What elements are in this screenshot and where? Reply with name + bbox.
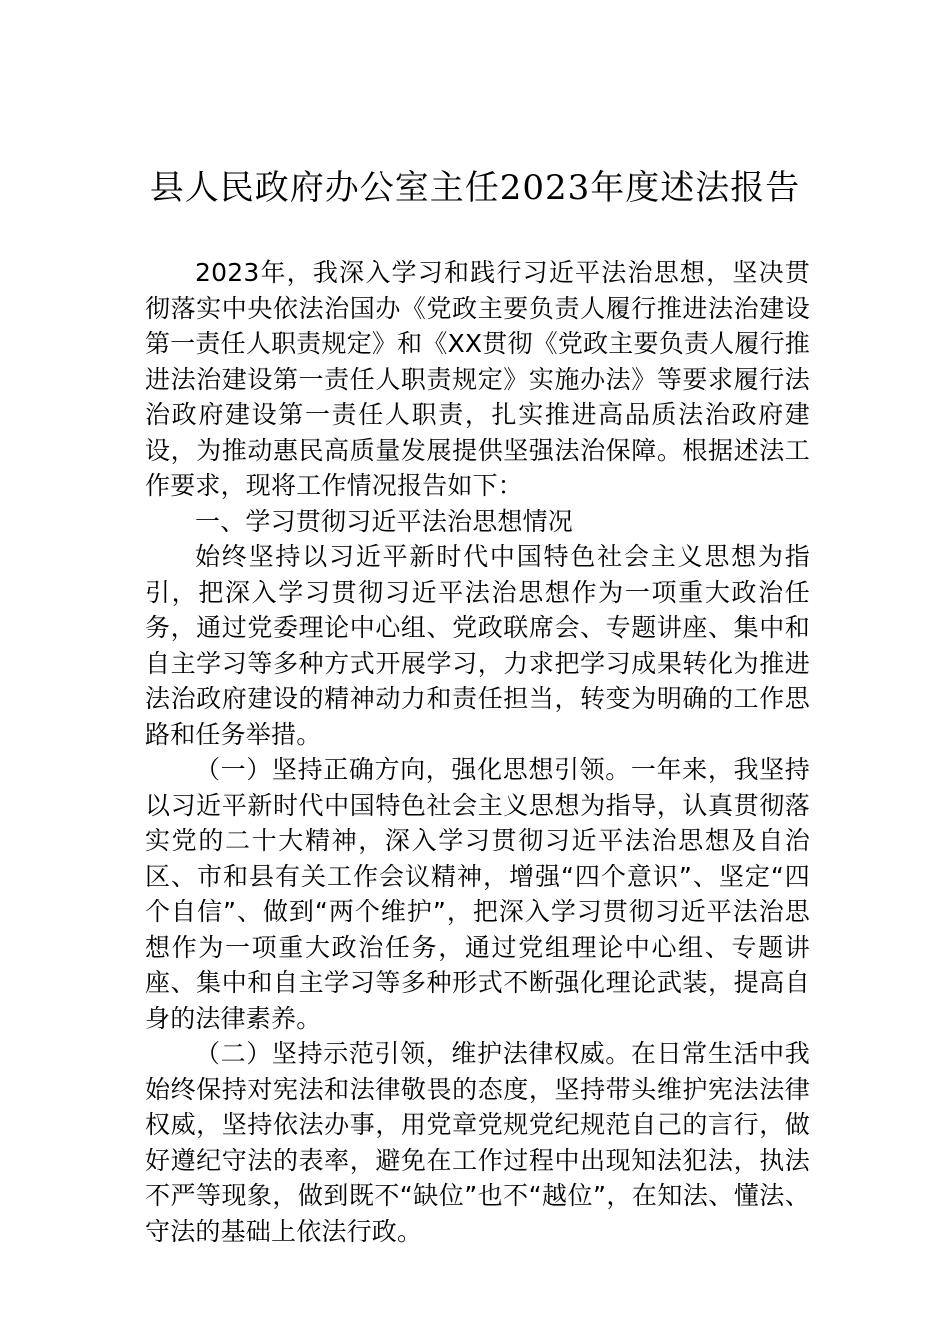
subsection-1-paragraph: （一）坚持正确方向，强化思想引领。一年来，我坚持以习近平新时代中国特色社会主义思想为指导，认真贯彻落实党的二十大精神，深入学习贯彻习近平法治思想及自治区、市和县有关工作会议精神，增强“四个意识”、坚定“四个自信”、做到“两个维护”，把深入学习贯彻习近平法治思想作为一项重大政治任务，通过党组理论中心组、专题讲座、集中和自主学习等多种形式不断强化理论武装，提高自身的法律素养。	[145, 755, 810, 1033]
subsection-2-paragraph: （二）坚持示范引领，维护法律权威。在日常生活中我始终保持对宪法和法律敬畏的态度，坚持带头维护宪法法律权威，坚持依法办事，用党章党规党纪规范自己的言行，做好遵纪守法的表率，避免在工作过程中出现知法犯法，执法不严等现象，做到既不“缺位”也不“越位”，在知法、懂法、守法的基础上依法行政。	[145, 1039, 810, 1246]
document-body	[145, 255, 810, 1249]
document-title: 县人民政府办公室主任2023年度述法报告	[149, 168, 801, 208]
intro-paragraph: 2023年，我深入学习和践行习近平法治思想，坚决贯彻落实中央依法治国办《党政主要负责人履行推进法治建设第一责任人职责规定》和《XX贯彻《党政主要负责人履行推进法治建设第一责任人职责规定》实施办法》等要求履行法治政府建设第一责任人职责，扎实推进高品质法治政府建设，为推动惠民高质量发展提供坚强法治保障。根据述法工作要求，现将工作情况报告如下：	[145, 258, 810, 500]
section-heading-1: 一、学习贯彻习近平法治思想情况	[195, 506, 574, 536]
section-1-paragraph: 始终坚持以习近平新时代中国特色社会主义思想为指引，把深入学习贯彻习近平法治思想作为一项重大政治任务，通过党委理论中心组、党政联席会、专题讲座、集中和自主学习等多种方式开展学习，力求把学习成果转化为推进法治政府建设的精神动力和责任担当，转变为明确的工作思路和任务举措。	[145, 542, 810, 749]
